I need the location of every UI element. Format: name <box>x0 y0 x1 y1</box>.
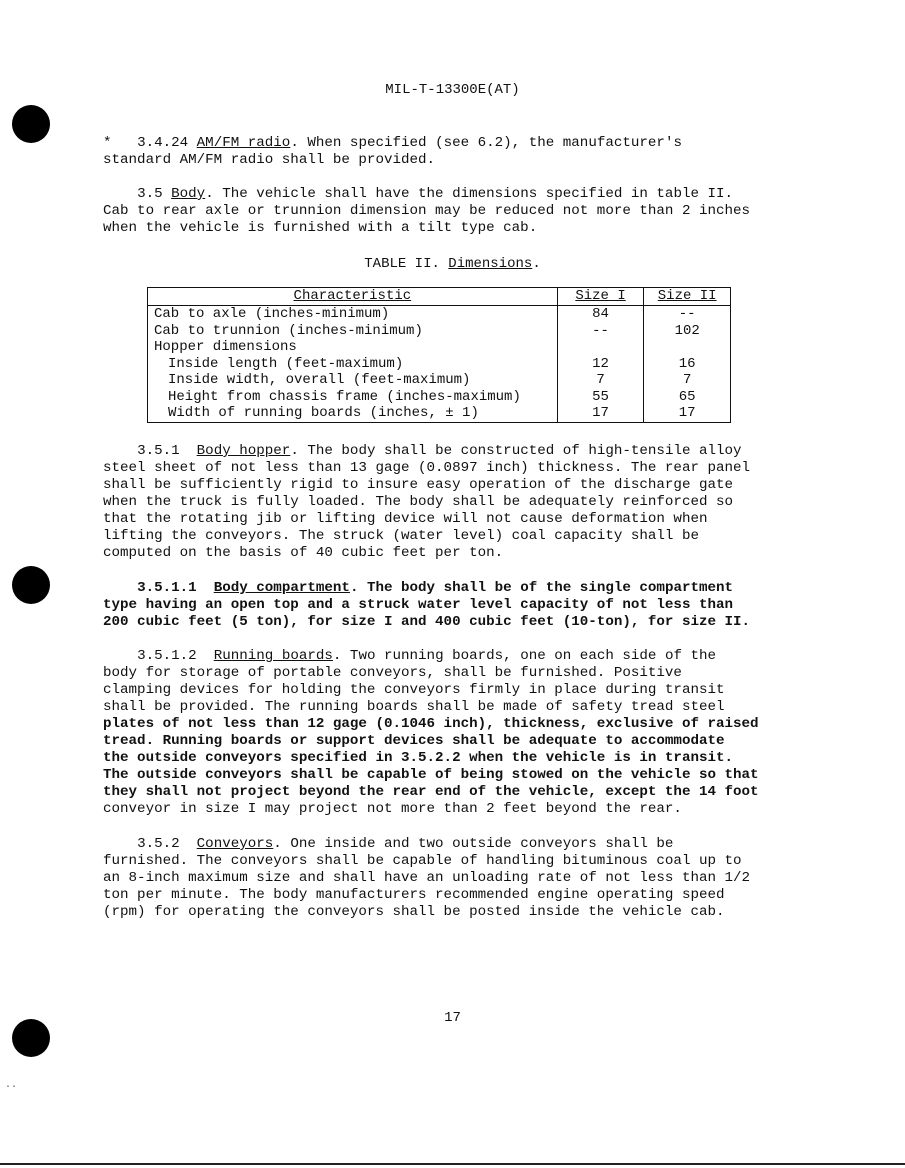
size-2-value <box>644 339 731 356</box>
paragraph-title: AM/FM radio <box>196 135 291 151</box>
paragraph-number: 3.5.2 <box>137 836 180 852</box>
table-row <box>148 356 731 373</box>
table-row <box>148 323 731 340</box>
size-1-value: 12 <box>557 356 644 373</box>
column-header: Characteristic <box>148 288 558 306</box>
paragraph-title: Body <box>171 186 206 202</box>
column-header: Size II <box>644 288 731 306</box>
paragraph-3-5: 3.5 Body. The vehicle shall have the dimensions specified in table II. Cab to rear axle or trunnion dimension may be reduced not more than 2 inches when the vehicle is furnished with a tilt type cab. <box>103 186 751 236</box>
paragraph-3-5-1-1: 3.5.1.1 Body compartment. The body shall be of the single compartment type having an open top and a struck water level capacity of not less than 200 cubic feet (5 ton), for size I and 400 cubic feet (10-ton), for size II. <box>103 580 751 630</box>
paragraph-title: Conveyors <box>196 836 274 852</box>
table-title: Dimensions <box>448 256 533 272</box>
paragraph-number: 3.5.1 <box>137 443 180 459</box>
row-label: Width of running boards (inches, ± 1) <box>148 405 558 422</box>
table-row <box>148 405 731 422</box>
table-row <box>148 306 731 323</box>
size-2-value: 16 <box>644 356 731 373</box>
scan-mark: .. <box>5 1080 18 1091</box>
size-1-value <box>557 339 644 356</box>
size-1-value: 84 <box>557 306 644 323</box>
size-1-value: 17 <box>557 405 644 422</box>
paragraph-number: 3.4.24 <box>137 135 189 151</box>
punch-hole-middle <box>12 566 50 604</box>
paragraph-number: 3.5.1.1 <box>137 580 197 596</box>
change-marker: * <box>103 135 112 151</box>
table-header-row <box>148 288 731 306</box>
row-label: Cab to axle (inches-minimum) <box>148 306 558 323</box>
row-label: Height from chassis frame (inches-maximum) <box>148 389 558 406</box>
row-label: Inside width, overall (feet-maximum) <box>148 372 558 389</box>
size-2-value: 7 <box>644 372 731 389</box>
column-header: Size I <box>557 288 644 306</box>
row-label: Inside length (feet-maximum) <box>148 356 558 373</box>
table-row <box>148 372 731 389</box>
size-1-value: 55 <box>557 389 644 406</box>
page-bottom-edge <box>0 1163 905 1165</box>
paragraph-number: 3.5 <box>137 186 163 202</box>
row-label: Cab to trunnion (inches-minimum) <box>148 323 558 340</box>
dimensions-table <box>147 287 731 423</box>
size-2-value: -- <box>644 306 731 323</box>
paragraph-title: Running boards <box>213 648 333 664</box>
page-number: 17 <box>444 1010 461 1026</box>
paragraph-3-5-1: 3.5.1 Body hopper. The body shall be constructed of high-tensile alloy steel sheet of not less than 13 gage (0.0897 inch) thickness. The rear panel shall be sufficiently rigid to insure easy operation of the discharge gate when the truck is fully loaded. The body shall be adequately reinforced so that the rotating jib or lifting device will not cause deformation when lifting the conveyors. The struck (water level) coal capacity shall be computed on the basis of 40 cubic feet per ton. <box>103 443 751 561</box>
size-2-value: 65 <box>644 389 731 406</box>
size-2-value: 102 <box>644 323 731 340</box>
paragraph-title: Body hopper <box>196 443 291 459</box>
paragraph-3-5-2: 3.5.2 Conveyors. One inside and two outside conveyors shall be furnished. The conveyors shall be capable of handling bituminous coal up to an 8-inch maximum size and shall have an unloading rate of not less than 1/2 ton per minute. The body manufacturers recommended engine operating speed (rpm) for operating the conveyors shall be posted inside the vehicle cab. <box>103 836 751 920</box>
document-header: MIL-T-13300E(AT) <box>385 82 520 98</box>
paragraph-title: Body compartment <box>213 580 350 596</box>
paragraph-number: 3.5.1.2 <box>137 648 197 664</box>
paragraph-3-5-1-2: 3.5.1.2 Running boards. Two running boards, one on each side of the body for storage of portable conveyors, shall be furnished. Positive clamping devices for holding the conveyors firmly in place during transit shall be provided. The running boards shall be made of safety tread steel plates of not less than 12 gage (0.1046 inch), thickness, exclusive of raised tread. Running boards or support devices shall be adequate to accommodate the outside conveyors specified in 3.5.2.2 when the vehicle is in transit. The outside conveyors shall be capable of being stowed on the vehicle so that they shall not project beyond the rear end of the vehicle, except the 14 foot conveyor in size I may project not more than 2 feet beyond the rear. <box>103 648 759 817</box>
row-label: Hopper dimensions <box>148 339 558 356</box>
table-row <box>148 389 731 406</box>
size-1-value: -- <box>557 323 644 340</box>
table-caption: TABLE II. Dimensions. <box>364 256 541 272</box>
paragraph-3-4-24: * 3.4.24 AM/FM radio. When specified (see 6.2), the manufacturer's standard AM/FM radio shall be provided. <box>103 135 682 168</box>
table-row <box>148 339 731 356</box>
size-1-value: 7 <box>557 372 644 389</box>
size-2-value: 17 <box>644 405 731 422</box>
punch-hole-top <box>12 105 50 143</box>
